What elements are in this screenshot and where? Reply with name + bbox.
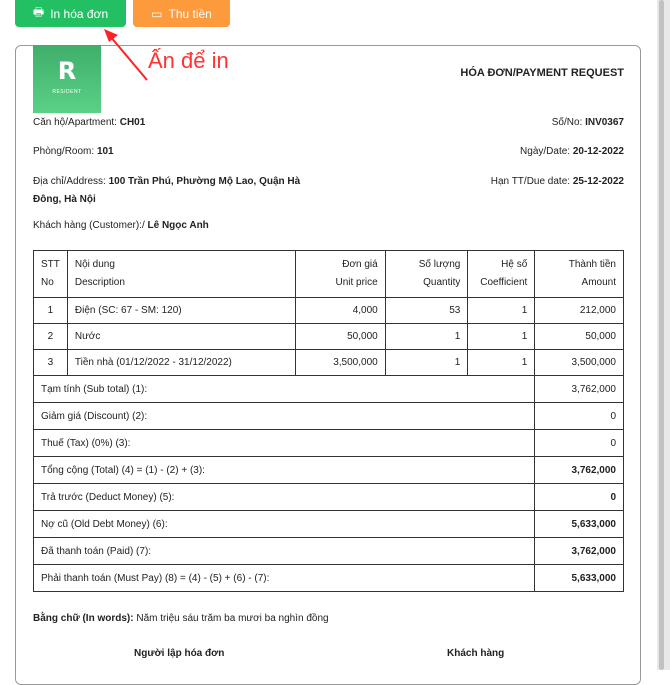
col-unit-price: Đơn giá Unit price bbox=[296, 251, 386, 298]
summary-value: 3,762,000 bbox=[535, 457, 624, 484]
amount-in-words: Bằng chữ (In words): Năm triệu sáu trăm ba mươi ba nghìn đồng bbox=[33, 613, 329, 624]
table-cell: 1 bbox=[468, 298, 535, 324]
printer-icon: 🖶 bbox=[32, 5, 45, 19]
table-cell: 1 bbox=[468, 350, 535, 376]
invoice-date: Ngày/Date: 20-12-2022 bbox=[520, 146, 624, 157]
address-line2: Đông, Hà Nội bbox=[33, 194, 96, 205]
summary-row bbox=[34, 484, 624, 511]
summary-row bbox=[34, 430, 624, 457]
pay-label: Thu tiền bbox=[168, 6, 212, 21]
summary-label: Tổng cộng (Total) (4) = (1) - (2) + (3): bbox=[34, 457, 535, 484]
invoice-no: Số/No: INV0367 bbox=[551, 117, 624, 128]
table-cell: 3 bbox=[34, 350, 68, 376]
summary-value: 0 bbox=[535, 430, 624, 457]
resident-logo: R RESIDENT bbox=[33, 45, 101, 113]
table-row bbox=[34, 350, 624, 376]
summary-label: Thuế (Tax) (0%) (3): bbox=[34, 430, 535, 457]
col-description: Nội dung Description bbox=[67, 251, 295, 298]
table-cell: 212,000 bbox=[535, 298, 624, 324]
summary-label: Nợ cũ (Old Debt Money) (6): bbox=[34, 511, 535, 538]
table-row bbox=[34, 298, 624, 324]
summary-value: 3,762,000 bbox=[535, 538, 624, 565]
table-cell: 1 bbox=[385, 324, 468, 350]
annotation-text: Ấn để in bbox=[148, 48, 229, 73]
summary-row bbox=[34, 376, 624, 403]
summary-label: Phải thanh toán (Must Pay) (8) = (4) - (5) + (6) - (7): bbox=[34, 565, 535, 592]
table-cell: 2 bbox=[34, 324, 68, 350]
table-cell: Điện (SC: 67 - SM: 120) bbox=[67, 298, 295, 324]
invoice-table bbox=[33, 250, 624, 592]
scrollbar[interactable] bbox=[657, 0, 670, 670]
table-cell: Tiền nhà (01/12/2022 - 31/12/2022) bbox=[67, 350, 295, 376]
summary-row bbox=[34, 457, 624, 484]
table-cell: 1 bbox=[34, 298, 68, 324]
summary-value: 5,633,000 bbox=[535, 565, 624, 592]
summary-label: Tạm tính (Sub total) (1): bbox=[34, 376, 535, 403]
summary-value: 5,633,000 bbox=[535, 511, 624, 538]
col-quantity: Số lượng Quantity bbox=[385, 251, 468, 298]
table-cell: 50,000 bbox=[535, 324, 624, 350]
table-cell: 50,000 bbox=[296, 324, 386, 350]
summary-label: Giảm giá (Discount) (2): bbox=[34, 403, 535, 430]
table-cell: 3,500,000 bbox=[296, 350, 386, 376]
summary-value: 3,762,000 bbox=[535, 376, 624, 403]
summary-row bbox=[34, 538, 624, 565]
invoice-title: HÓA ĐƠN/PAYMENT REQUEST bbox=[460, 67, 624, 79]
summary-label: Trả trước (Deduct Money) (5): bbox=[34, 484, 535, 511]
summary-label: Đã thanh toán (Paid) (7): bbox=[34, 538, 535, 565]
summary-row bbox=[34, 511, 624, 538]
table-cell: 1 bbox=[468, 324, 535, 350]
issuer-signature-label: Người lập hóa đơn bbox=[134, 648, 225, 659]
table-cell: 53 bbox=[385, 298, 468, 324]
table-row bbox=[34, 324, 624, 350]
summary-value: 0 bbox=[535, 484, 624, 511]
due-date: Hạn TT/Due date: 25-12-2022 bbox=[490, 176, 624, 187]
col-coefficient: Hệ số Coefficient bbox=[468, 251, 535, 298]
address: Địa chỉ/Address: 100 Trần Phú, Phường Mộ Lao, Quận Hà bbox=[33, 176, 301, 187]
customer: Khách hàng (Customer):/ Lê Ngọc Anh bbox=[33, 220, 209, 231]
room: Phòng/Room: 101 bbox=[33, 146, 114, 157]
arrow-annotation bbox=[0, 0, 670, 100]
apartment: Căn hộ/Apartment: CH01 bbox=[33, 117, 146, 128]
summary-value: 0 bbox=[535, 403, 624, 430]
table-cell: Nước bbox=[67, 324, 295, 350]
col-amount: Thành tiền Amount bbox=[535, 251, 624, 298]
col-stt: STT No bbox=[34, 251, 68, 298]
card-icon: ▭ bbox=[151, 6, 163, 21]
summary-row bbox=[34, 403, 624, 430]
table-cell: 4,000 bbox=[296, 298, 386, 324]
table-cell: 1 bbox=[385, 350, 468, 376]
customer-signature-label: Khách hàng bbox=[447, 648, 505, 659]
print-label: In hóa đơn bbox=[50, 6, 109, 21]
summary-row bbox=[34, 565, 624, 592]
table-cell: 3,500,000 bbox=[535, 350, 624, 376]
